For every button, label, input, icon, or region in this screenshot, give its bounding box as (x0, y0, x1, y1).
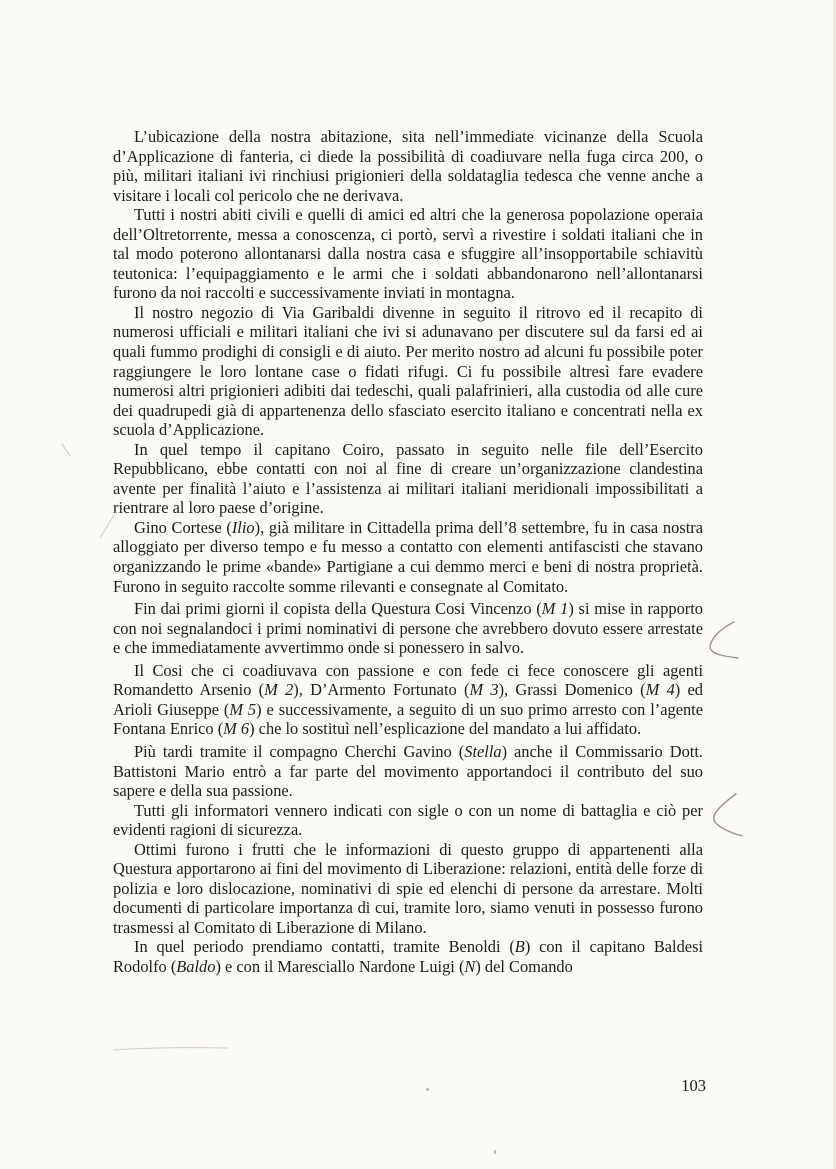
text-run: ), D’Armento Fortunato ( (293, 680, 470, 700)
italic-text-run: M 5 (229, 699, 257, 719)
text-run: In quel tempo il capitano Coiro, passato in seguito nelle file dell’Esercito Repubblicano, ebbe contatti con noi al fine di creare un’organizzazione clandestina avente per finalità l’aiuto e l’assistenza ai militari italiani meridionali impossibilitati a rientrare al loro paese d’origine. (113, 439, 703, 518)
text-run: ) del Comando (475, 956, 573, 976)
text-run: ) e con il Maresciallo Nardone Luigi ( (215, 956, 465, 976)
italic-text-run: N (464, 956, 476, 976)
paragraph (113, 801, 703, 840)
paragraph (113, 937, 703, 976)
italic-text-run: M 4 (645, 680, 675, 700)
paragraph (113, 599, 703, 658)
italic-text-run: Ilio (231, 517, 255, 537)
text-run: ) anche il Commissario Dott. Battistoni Mario entrò a far parte del movimento apportandoci il contributo del suo sapere e della sua passione. (113, 741, 703, 801)
paper-speck (494, 1150, 496, 1154)
italic-text-run: M 2 (264, 680, 294, 700)
italic-text-run: M 3 (469, 680, 499, 700)
text-run: Il Cosi che ci coadiuvava con passione e con fede ci fece conoscere gli agenti Romandetto Arsenio ( (113, 660, 703, 700)
text-run: Tutti i nostri abiti civili e quelli di amici ed altri che la generosa popolazione operaia dell’Oltretorrente, messa a conoscenza, ci portò, servì a rivestire i soldati italiani che in tal modo poterono allontanarsi dalla nostra casa e sfuggire all’insopportabile schiavitù teutonica: l’equipaggiamento e le armi che i soldati abbandonarono nell’allontanarsi furono da noi raccolti e successivamente inviati in montagna. (113, 205, 703, 303)
text-run: Il nostro negozio di Via Garibaldi divenne in seguito il ritrovo ed il recapito di numerosi ufficiali e militari italiani che ivi si adunavano per discutere sul da farsi ed ai quali fummo prodighi di consigli e di aiuto. Per merito nostro ad alcuni fu possibile poter raggiungere le loro lontane case o fidati rifugi. Ci fu possibile altresì fare evadere numerosi altri prigionieri adibiti dai tedeschi, quali palafrinieri, alla custodia od alle cure dei quadrupedi già di appartenenza dello sfasciato esercito italiano e concentrati nella ex scuola d’Applicazione. (113, 302, 703, 440)
text-run: ) e successivamente, a seguito di un suo primo arresto con l’agente Fontana Enrico ( (113, 699, 704, 739)
text-run: In quel periodo prendiamo contatti, tramite Benoldi ( (134, 937, 515, 957)
paragraph (113, 303, 703, 440)
margin-pencil-mark (60, 440, 120, 550)
text-run: Ottimi furono i frutti che le informazioni di questo gruppo di appartenenti alla Questura apportarono ai fini del movimento di Liberazione: relazioni, entità delle forze di polizia e loro dislocazione, nominativi di spie ed elenchi di persone da arrestare. Molti documenti di particolare importanza di cui, tramite loro, siamo venuti in possesso furono trasmessi al Comitato di Liberazione di Milano. (113, 839, 703, 937)
text-run: Fin dai primi giorni il copista della Questura Cosi Vincenzo ( (134, 599, 542, 619)
underline-pencil-mark (112, 1042, 232, 1054)
paragraph (113, 518, 703, 596)
text-run: ), già militare in Cittadella prima dell’8 settembre, fu in casa nostra alloggiato per diverso tempo e fu messo a contatto con elementi antifascisti che stavano organizzando le prime «bande» Partigiane a cui demmo merci e beni di nostra proprietà. Furono in seguito raccolte somme rilevanti e consegnate al Comitato. (113, 517, 703, 596)
text-run: Più tardi tramite il compagno Cherchi Gavino ( (134, 741, 465, 761)
italic-text-run: B (514, 937, 525, 957)
text-run: ) che lo sostituì nell’esplicazione del mandato a lui affidato. (249, 719, 642, 739)
paragraph (113, 440, 703, 518)
text-run: Tutti gli informatori vennero indicati con sigle o con un nome di battaglia e ciò per evidenti ragioni di sicurezza. (113, 800, 703, 840)
paragraph (113, 742, 703, 801)
italic-text-run: M 1 (541, 599, 569, 619)
body-text (113, 127, 703, 977)
text-run: Gino Cortese ( (134, 517, 232, 537)
margin-pencil-mark (708, 790, 748, 840)
page-number: 103 (681, 1076, 706, 1095)
text-run: ) con il capitano Baldesi Rodolfo ( (113, 937, 703, 976)
paper-speck (426, 1088, 429, 1091)
italic-text-run: Baldo (176, 956, 216, 976)
paragraph (113, 840, 703, 938)
paragraph (113, 661, 703, 739)
text-run: ), Grassi Domenico ( (498, 680, 646, 700)
italic-text-run: Stella (464, 741, 502, 761)
margin-pencil-mark (704, 618, 744, 662)
paragraph (113, 127, 703, 205)
paragraph (113, 205, 703, 303)
text-run: ) ed Arioli Giuseppe ( (113, 680, 703, 719)
text-run: L’ubicazione della nostra abitazione, sita nell’immediate vicinanze della Scuola d’Applicazione di fanteria, ci diede la possibilità di coadiuvare nella fuga circa 200, o più, militari italiani ivi rinchiusi prigionieri della soldataglia tedesca che venne anche a visitare i locali col pericolo che ne derivava. (113, 127, 703, 205)
text-run: ) si mise in rapporto con noi segnalandoci i primi nominativi di persone che avrebbero dovuto essere arrestate e che immediatamente avvertimmo onde si ponessero in salvo. (113, 599, 703, 658)
italic-text-run: M 6 (223, 719, 250, 739)
